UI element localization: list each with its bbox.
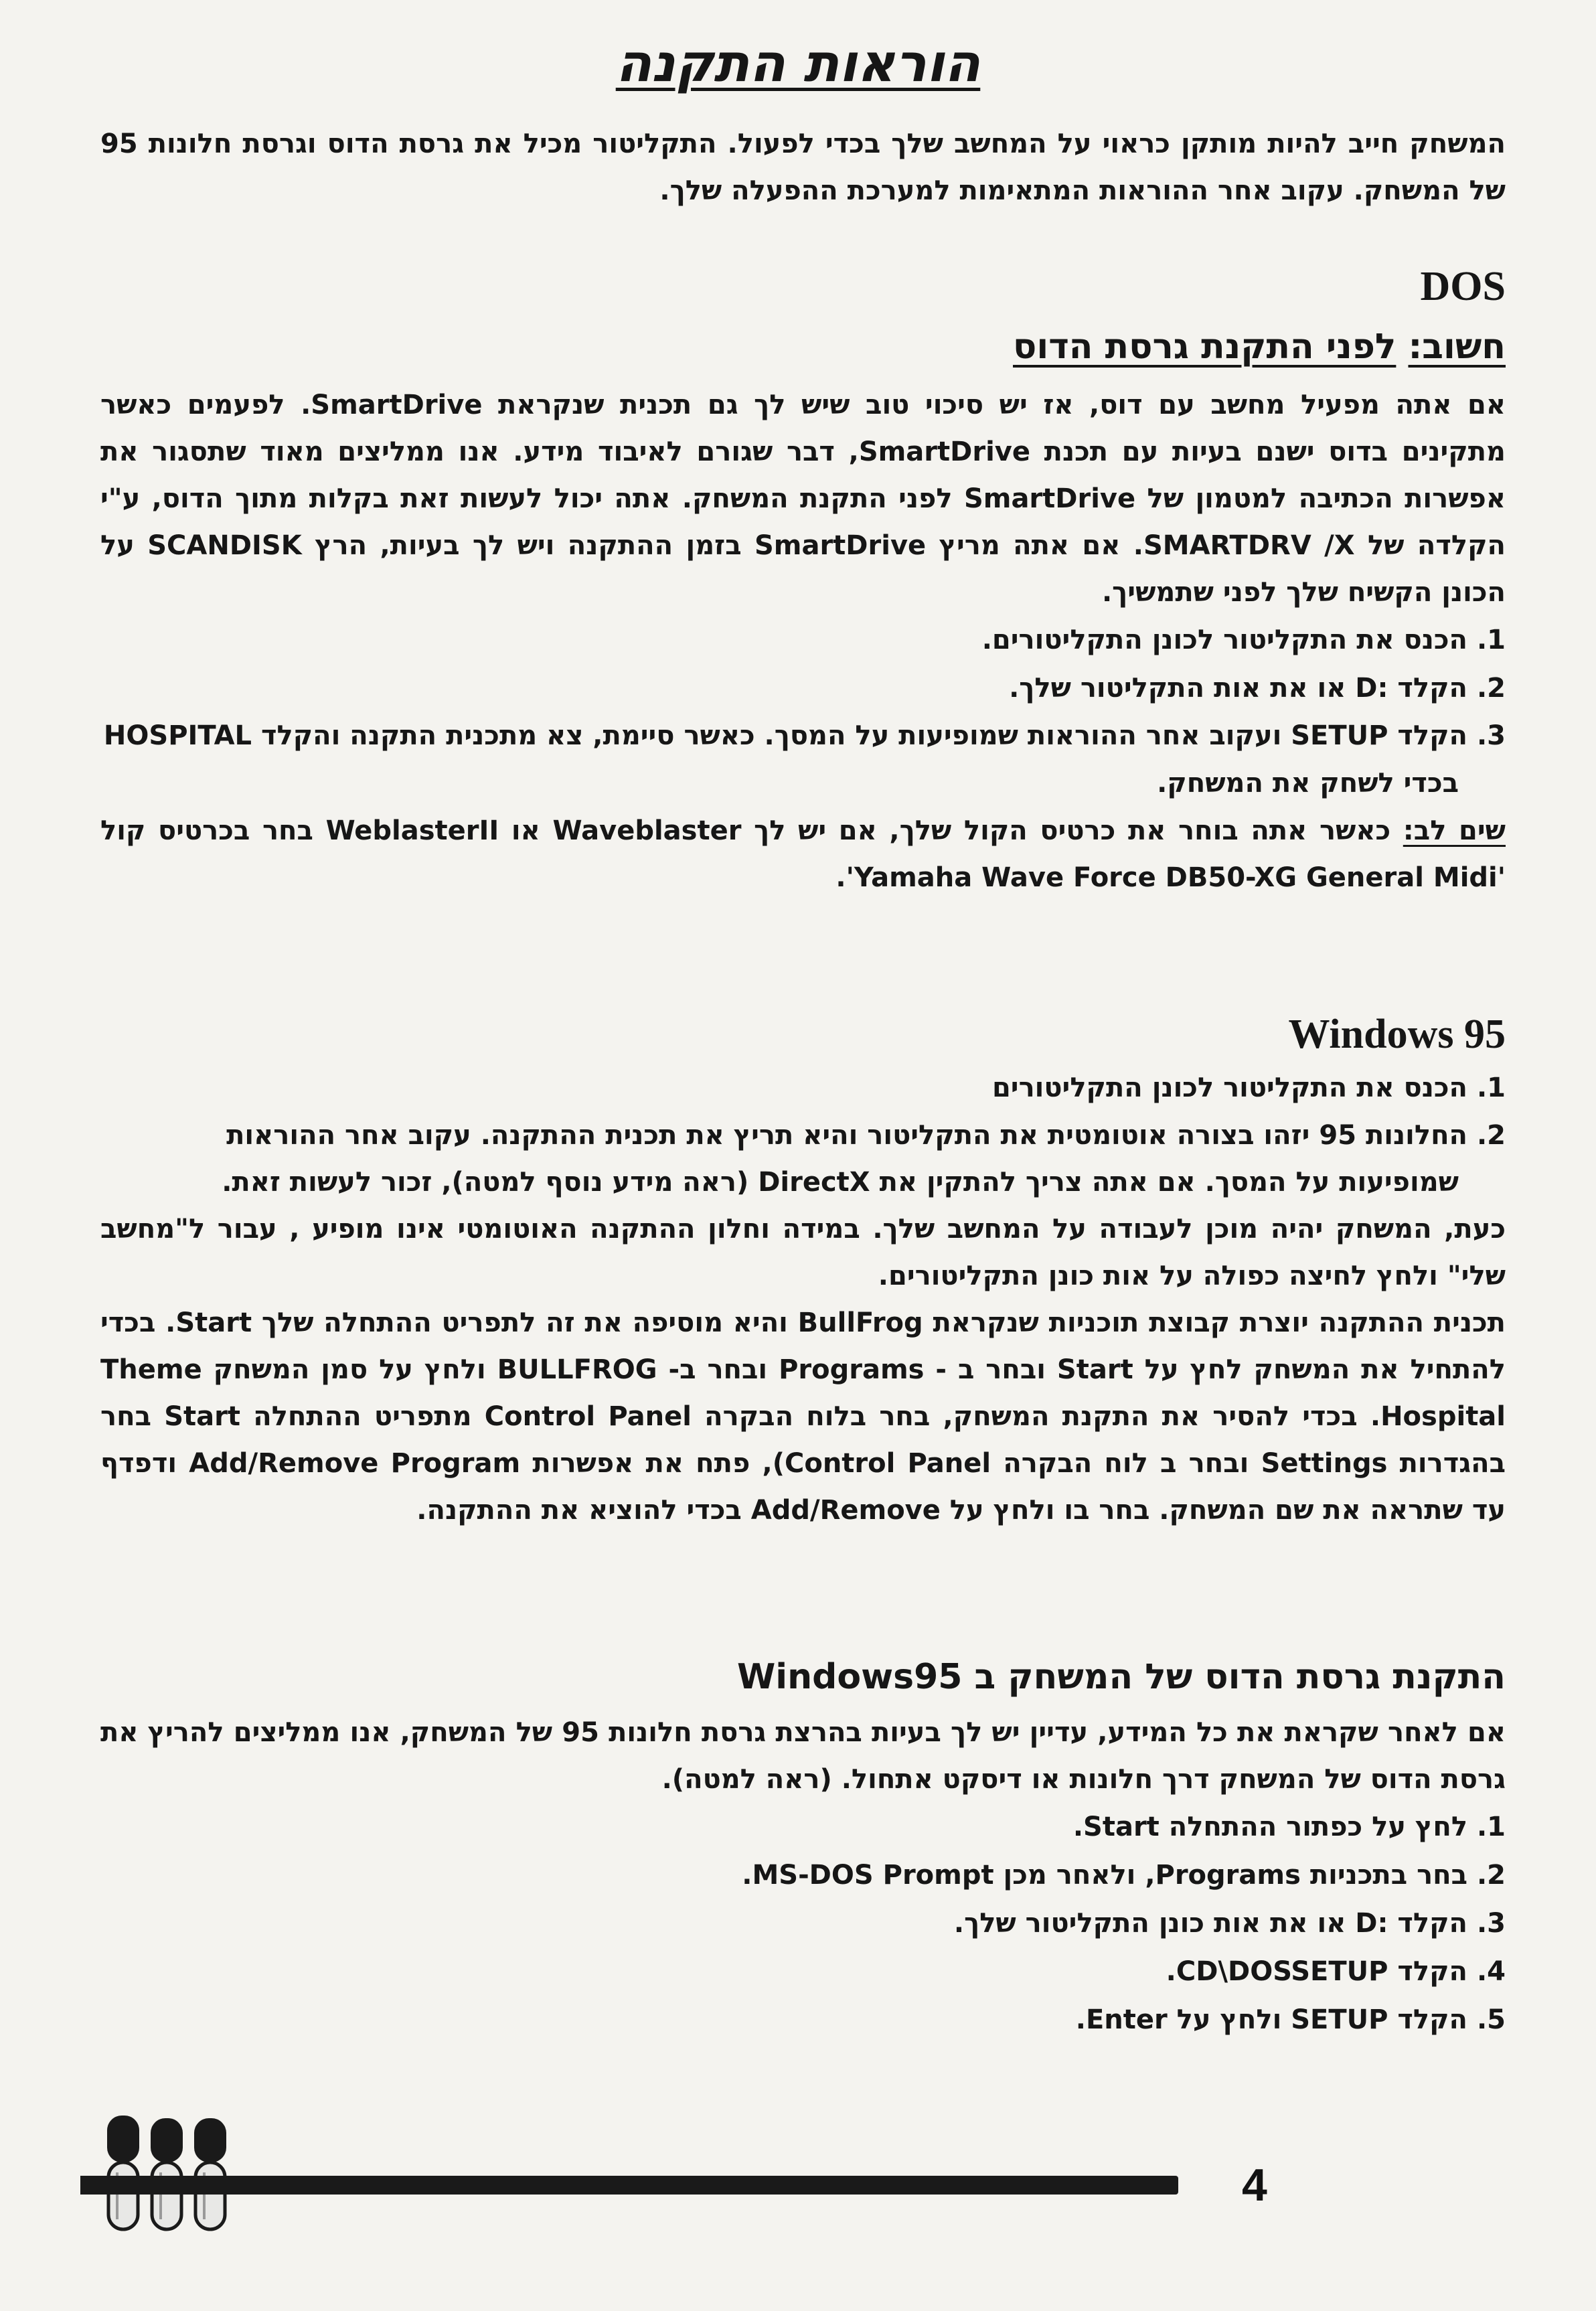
dos-section — [100, 260, 1506, 901]
win95-now-paragraph: כעת, המשחק יהיה מוכן לעבודה על המחשב שלך. במידה וחלון ההתקנה האוטומטי אינו מופיע , עבור ל"מחשב שלי" ולחץ לחיצה כפולה על אות כונן התקליטורים. — [100, 1214, 1506, 1291]
dos-in-win95-section — [100, 1650, 1506, 2044]
dos-in-win95-paragraph: אם לאחר שקראת את כל המידע, עדיין יש לך בעיות בהרצת גרסת חלונות 95 של המשחק, אנו ממליצים להריץ את גרסת הדוס של המשחק דרך חלונות או דיסקט אתחול. (ראה למטה). — [100, 1717, 1506, 1795]
win95-section — [100, 1008, 1506, 1534]
page-title: הוראות התקנה — [615, 33, 981, 94]
dos-step-3: 3. הקלד SETUP ועקוב אחר ההוראות שמופיעות על המסך. כאשר סיימת, צא מתכנית התקנה והקלד HOSPITAL — [103, 720, 1506, 751]
win95-step-2-continued: שמופיעות על המסך. אם אתה צריך להתקין את DirectX (ראה מידע נוסף למטה), זכור לעשות זאת. — [222, 1167, 1459, 1198]
footer-bar — [221, 2176, 1178, 2195]
dos-heading: DOS — [1420, 264, 1506, 309]
important-prefix: חשוב: — [1408, 327, 1506, 367]
win95-heading: Windows 95 — [1288, 1012, 1506, 1057]
win95-bullfrog-paragraph: תכנית ההתקנה יוצרת קבוצת תוכניות שנקראת BullFrog והיא מוסיפה את זה לתפריט ההתחלה שלך Start. בכדי להתחיל את המשחק לחץ על Start ובחר ב - Programs ובחר ב- BULLFROG ולחץ על סמן המשחק Theme Hospital. בכדי להסיר את התקנת המשחק, בחר בלוח הבקרה Control Panel מתפריט ההתחלה Start בחר בהגדרות Settings ובחר ב לוח הבקרה Control Panel), פתח את אפשרות Add/Remove Program ודפדף עד שתראה את שם המשחק. בחר בו ולחץ על Add/Remove בכדי להוציא את ההתקנה. — [100, 1307, 1506, 1526]
dos-in-win95-heading: התקנת גרסת הדוס של המשחק ב Windows95 — [736, 1657, 1506, 1697]
win95-step-2: 2. החלונות 95 יזהו בצורה אוטומטית את התקליטור והיא תריץ את תכנית ההתקנה. עקוב אחר ההוראות — [226, 1120, 1506, 1151]
win95-step-1: 1. הכנס את התקליטור לכונן התקליטורים — [991, 1072, 1506, 1103]
dos-in-win95-step-1: 1. לחץ על כפתור ההתחלה Start. — [1072, 1812, 1506, 1842]
note-label: שים לב: — [1403, 815, 1506, 846]
intro-section — [100, 121, 1506, 214]
dos-step-2: 2. הקלד :D או את אות התקליטור שלך. — [1009, 673, 1506, 704]
dos-in-win95-step-3: 3. הקלד :D או את אות כונן התקליטור שלך. — [953, 1908, 1506, 1939]
important-title: לפני התקנת גרסת הדוס — [1013, 327, 1396, 367]
note-text: כאשר אתה בוחר את כרטיס הקול שלך, אם יש לך Waveblaster או WeblasterII בחר בכרטיס קול 'Yamaha Wave Force DB50-XG General Midi'. — [100, 815, 1506, 893]
intro-paragraph: המשחק חייב להיות מותקן כראוי על המחשב שלך בכדי לפעול. התקליטור מכיל את גרסת הדוס וגרסת חלונות 95 של המשחק. עקוב אחר ההוראות המתאימות למערכת ההפעלה שלך. — [100, 129, 1506, 206]
dos-note — [100, 807, 1506, 901]
dos-step-1: 1. הכנס את התקליטור לכונן התקליטורים. — [981, 625, 1506, 655]
dos-important-heading — [100, 320, 1506, 374]
dos-step-3-continued: בכדי לשחק את המשחק. — [1157, 768, 1459, 799]
page-number: 4 — [1242, 2160, 1267, 2211]
smartdrive-paragraph: אם אתה מפעיל מחשב עם דוס, אז יש סיכוי טוב שיש לך גם תכנית שנקראת SmartDrive. לפעמים כאשר מתקינים בדוס ישנם בעיות עם תכנת SmartDrive, דבר שגורם לאיבוד מידע. אנו ממליצים מאוד שתסגור את אפשרות הכתיבה למטמון של SmartDrive לפני התקנת המשחק. אתה יכול לעשות זאת בקלות מתוך הדוס, ע"י הקלדה של SMARTDRV /X. אם אתה מריץ SmartDrive בזמן ההתקנה ויש לך בעיות, הרץ SCANDISK על הכונן הקשיח שלך לפני שתמשיך. — [100, 390, 1506, 608]
dos-in-win95-step-4: 4. הקלד CD\DOSSETUP. — [1166, 1956, 1506, 1987]
dos-in-win95-step-2: 2. בחר בתכניות Programs, ולאחר מכן MS-DOS Prompt. — [742, 1860, 1506, 1891]
dos-in-win95-step-5: 5. הקלד SETUP ולחץ על Enter. — [1075, 2004, 1506, 2035]
